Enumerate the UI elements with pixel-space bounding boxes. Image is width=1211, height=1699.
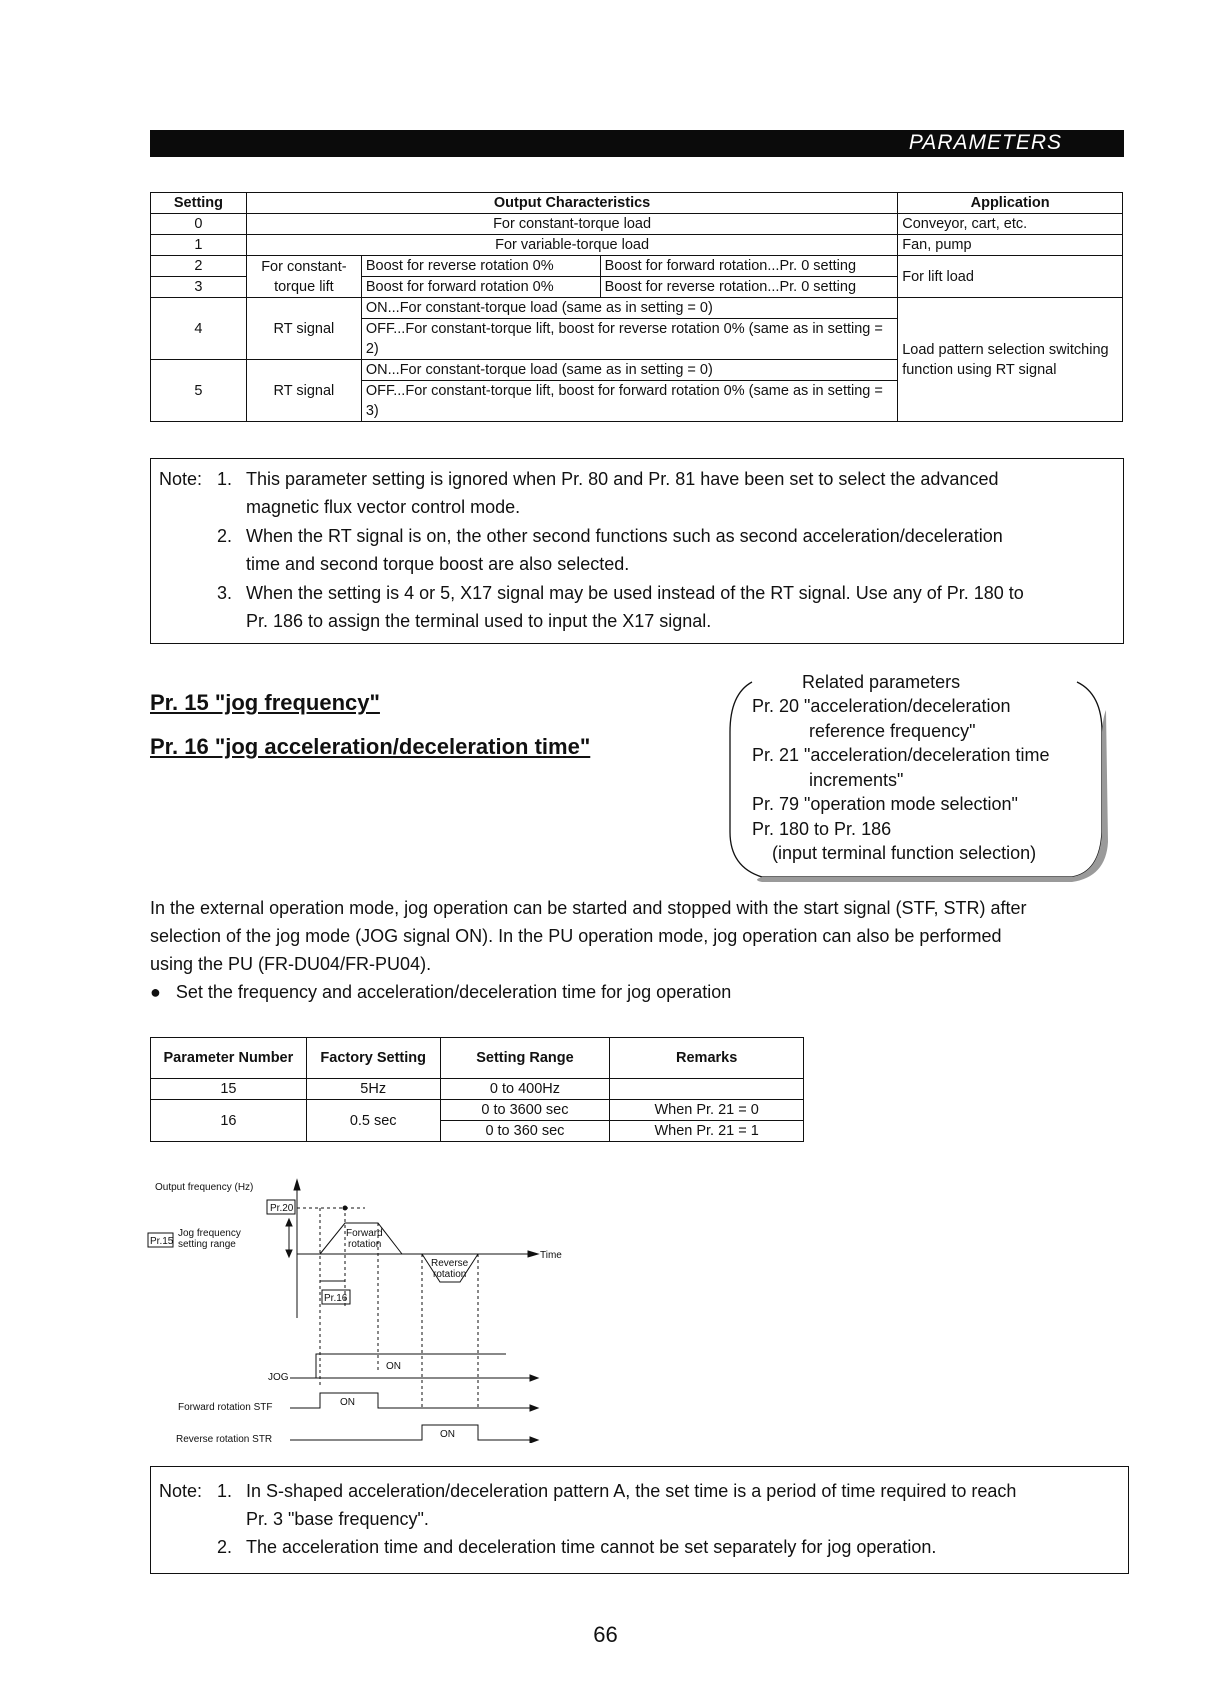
note-label: Note: (159, 1481, 203, 1501)
cell-setting: 4 (151, 298, 247, 360)
header-range: Setting Range (440, 1038, 610, 1079)
cell-remarks: When Pr. 21 = 1 (610, 1121, 804, 1142)
cell-output: For constant-torque load (246, 214, 897, 235)
cell-param: 15 (151, 1079, 307, 1100)
heading-pr16: Pr. 16 "jog acceleration/deceleration time" (150, 734, 591, 759)
cell-setting: 0 (151, 214, 247, 235)
cell-output: Boost for reverse rotation...Pr. 0 setting (600, 277, 898, 298)
cell-application: Fan, pump (898, 235, 1123, 256)
label-setting-range: setting range (178, 1239, 236, 1250)
table-row (151, 1100, 804, 1121)
bullet-text: Set the frequency and acceleration/deceleration time for jog operation (175, 982, 732, 1002)
header-factory: Factory Setting (306, 1038, 440, 1079)
cell-application: Load pattern selection switching function using RT signal (898, 298, 1123, 422)
cell-application: For lift load (898, 256, 1123, 298)
note-line: This parameter setting is ignored when Pr. 80 and Pr. 81 have been set to select the advanced (246, 469, 999, 489)
section-title: PARAMETERS (908, 131, 1062, 154)
related-line: Pr. 79 "operation mode selection" (752, 794, 1018, 814)
jog-timing-diagram (140, 1178, 580, 1443)
cell-range: 0 to 360 sec (440, 1121, 610, 1142)
stf-axis-arrow-icon (530, 1405, 538, 1411)
cell-output-off: OFF...For constant-torque lift, boost for forward rotation 0% (same as in setting = 3) (361, 381, 897, 422)
table-row (151, 298, 1123, 319)
note-num: 1. (217, 1481, 233, 1501)
related-line: reference frequency" (809, 720, 976, 741)
note-line: In S-shaped acceleration/deceleration pattern A, the set time is a period of time required to reach (246, 1481, 1017, 1501)
cell-setting: 1 (151, 235, 247, 256)
cell-output: Boost for reverse rotation 0% (361, 256, 600, 277)
related-line: Pr. 180 to Pr. 186 (752, 818, 892, 839)
pr20-marker (343, 1206, 347, 1210)
header-param: Parameter Number (151, 1038, 307, 1079)
bullet-item (150, 978, 731, 1006)
related-line: Pr. 20 "acceleration/deceleration (752, 696, 1011, 716)
label-jog-on: ON (386, 1361, 401, 1372)
related-list (752, 694, 1050, 866)
label-pr15: Pr.15 (150, 1236, 174, 1247)
related-line: Pr. 21 "acceleration/deceleration time (752, 745, 1050, 765)
stf-signal-line (290, 1393, 530, 1408)
related-parameters-box (722, 672, 1110, 882)
related-line: increments" (809, 769, 904, 790)
note-line: When the RT signal is on, the other second functions such as second acceleration/deceleration (246, 526, 1003, 546)
header-remarks: Remarks (610, 1038, 804, 1079)
cell-output-on: ON...For constant-torque load (same as in setting = 0) (361, 298, 897, 319)
parameter-table (150, 1037, 804, 1142)
cell-setting: 3 (151, 277, 247, 298)
cell-factory: 5Hz (306, 1079, 440, 1100)
note-line: The acceleration time and deceleration time cannot be set separately for jog operation. (246, 1537, 937, 1557)
label-pr16: Pr.16 (324, 1293, 348, 1304)
label-jog-frequency: Jog frequency (178, 1228, 241, 1239)
cell-group: RT signal (246, 298, 361, 360)
label-pr20: Pr.20 (270, 1203, 294, 1214)
table-row (151, 235, 1123, 256)
setting-table (150, 192, 1123, 422)
note-line: time and second torque boost are also selected. (246, 554, 630, 574)
cell-factory: 0.5 sec (306, 1100, 440, 1142)
cell-output: Boost for forward rotation...Pr. 0 setting (600, 256, 898, 277)
cell-output-off: OFF...For constant-torque lift, boost for reverse rotation 0% (same as in setting = 2) (361, 319, 897, 360)
cell-output: For variable-torque load (246, 235, 897, 256)
related-title: Related parameters (796, 672, 966, 693)
note-num: 2. (217, 1537, 233, 1557)
cell-application: Conveyor, cart, etc. (898, 214, 1123, 235)
time-axis-arrow-icon (528, 1251, 538, 1257)
note-num: 2. (217, 526, 233, 546)
cell-output-on: ON...For constant-torque load (same as in setting = 0) (361, 360, 897, 381)
note-line: When the setting is 4 or 5, X17 signal may be used instead of the RT signal. Use any of Pr. 180 to (246, 583, 1024, 603)
label-str: Reverse rotation STR (176, 1434, 273, 1443)
label-str-on: ON (440, 1429, 455, 1440)
cell-remarks (610, 1079, 804, 1100)
table-row (151, 1079, 804, 1100)
table-header-row (151, 193, 1123, 214)
cell-group: For constant-torque lift (246, 256, 361, 298)
note-box-1 (150, 458, 1124, 644)
label-jog: JOG (268, 1372, 289, 1383)
heading-pr15: Pr. 15 "jog frequency" (150, 690, 380, 715)
label-reverse-rotation: rotation (433, 1269, 467, 1280)
cell-setting: 2 (151, 256, 247, 277)
cell-range: 0 to 400Hz (440, 1079, 610, 1100)
cell-setting: 5 (151, 360, 247, 422)
label-forward: Forward (346, 1228, 383, 1239)
label-reverse: Reverse (431, 1258, 469, 1269)
bullet-icon: ● (150, 982, 161, 1002)
label-forward-rotation: rotation (348, 1239, 382, 1250)
label-time: Time (540, 1250, 562, 1261)
note-line: magnetic flux vector control mode. (246, 497, 521, 517)
note-label: Note: (159, 469, 203, 489)
jog-axis-arrow-icon (530, 1375, 538, 1381)
table-row (151, 214, 1123, 235)
cell-param: 16 (151, 1100, 307, 1142)
note-line: Pr. 3 "base frequency". (246, 1509, 429, 1529)
page-number: 66 (593, 1622, 618, 1647)
str-signal-line (290, 1425, 530, 1440)
note-box-2 (150, 1466, 1129, 1574)
cell-remarks: When Pr. 21 = 0 (610, 1100, 804, 1121)
header-output: Output Characteristics (246, 193, 897, 214)
jog-range-arrow-icon (286, 1250, 292, 1257)
note-num: 1. (217, 469, 233, 489)
body-line: In the external operation mode, jog operation can be started and stopped with the start signal (STF, STR) after (150, 898, 1027, 918)
body-line: selection of the jog mode (JOG signal ON). In the PU operation mode, jog operation can also be performed (150, 926, 1002, 946)
y-axis-arrow-icon (294, 1180, 300, 1190)
note-line: Pr. 186 to assign the terminal used to input the X17 signal. (246, 611, 712, 631)
note-num: 3. (217, 583, 233, 603)
header-application: Application (898, 193, 1123, 214)
table-header-row (151, 1038, 804, 1079)
cell-range: 0 to 3600 sec (440, 1100, 610, 1121)
label-output-frequency: Output frequency (Hz) (155, 1182, 254, 1193)
body-line: using the PU (FR-DU04/FR-PU04). (150, 954, 432, 974)
jog-range-arrow-icon (286, 1219, 292, 1226)
related-line: (input terminal function selection) (772, 843, 1037, 863)
cell-output: Boost for forward rotation 0% (361, 277, 600, 298)
cell-group: RT signal (246, 360, 361, 422)
str-axis-arrow-icon (530, 1437, 538, 1443)
header-setting: Setting (151, 193, 247, 214)
section-header-bar (150, 130, 1124, 157)
table-row (151, 256, 1123, 277)
label-stf-on: ON (340, 1397, 355, 1408)
label-stf: Forward rotation STF (178, 1402, 273, 1413)
